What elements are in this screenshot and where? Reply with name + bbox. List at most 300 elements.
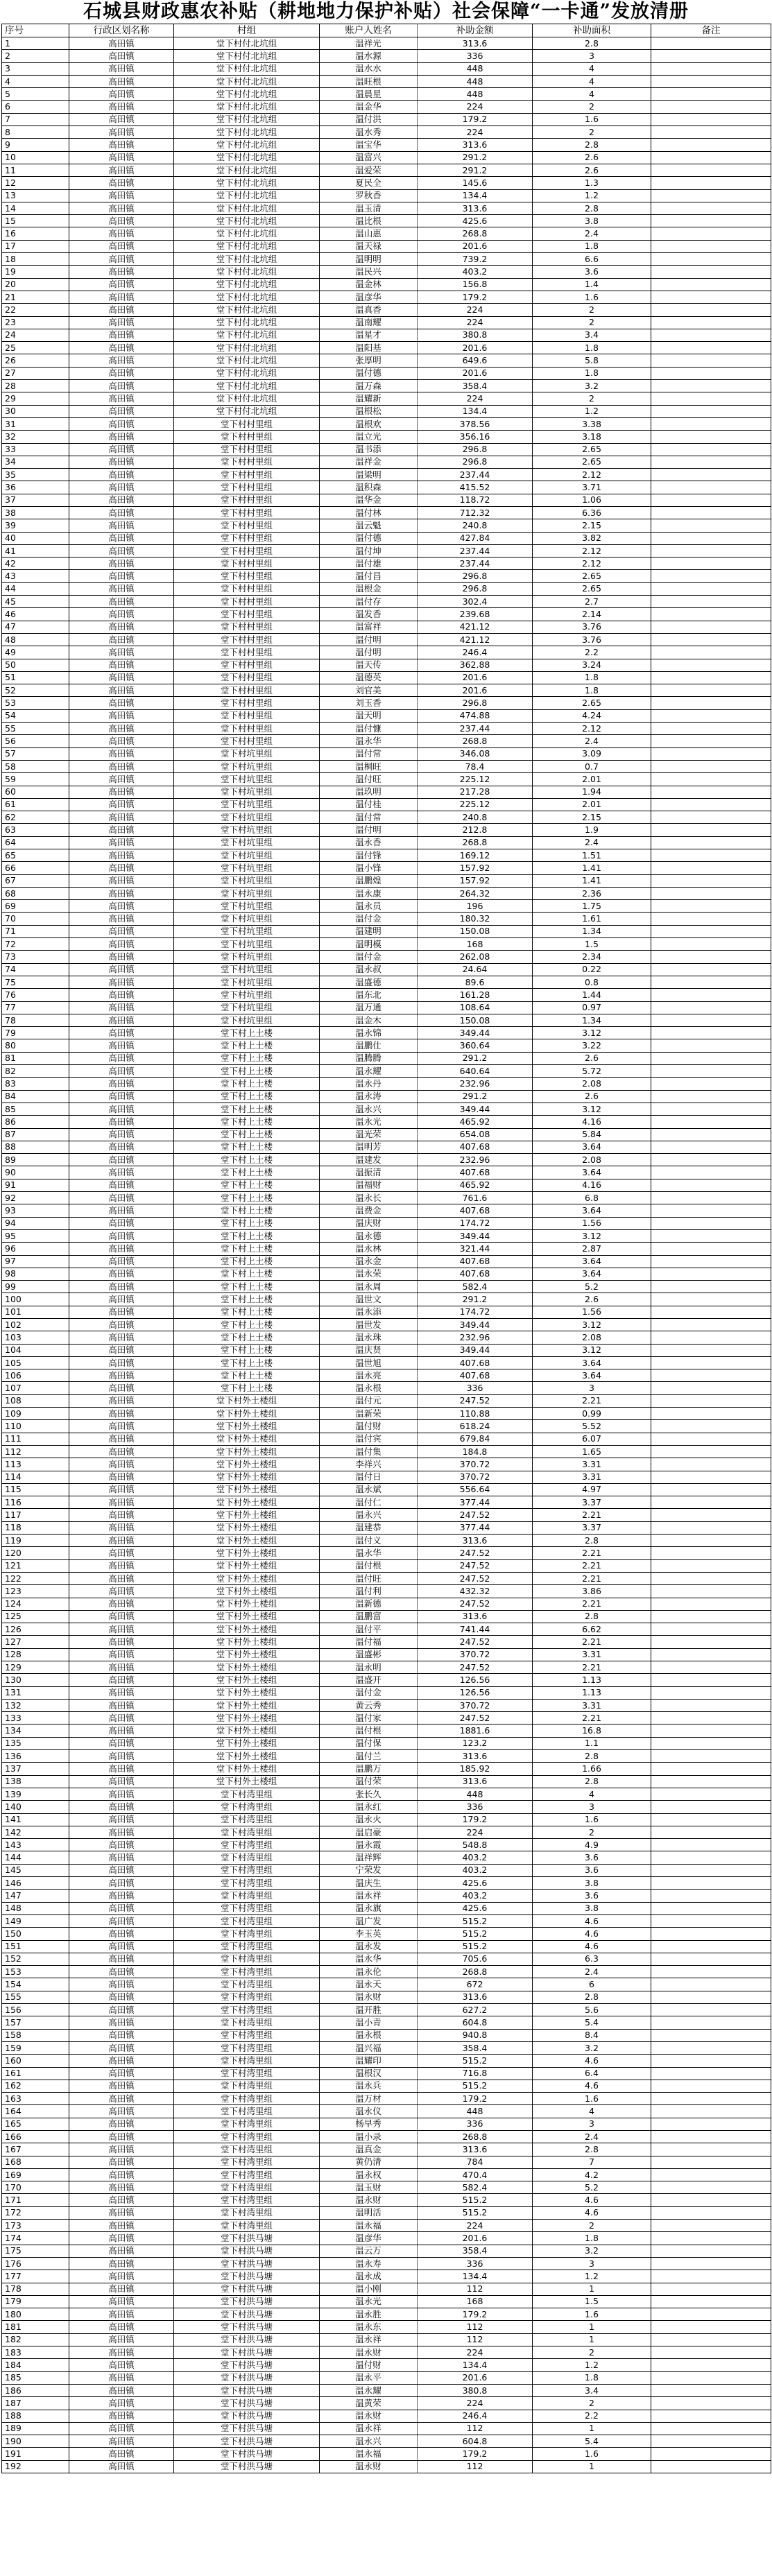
cell-col-amount[interactable]: 640.64	[418, 1065, 533, 1078]
cell-col-note[interactable]	[651, 1509, 771, 1521]
cell-col-note[interactable]	[651, 1217, 771, 1229]
table-row[interactable]	[2, 1864, 771, 1876]
cell-col-note[interactable]	[651, 253, 771, 266]
table-row[interactable]	[2, 278, 771, 291]
table-row[interactable]	[2, 2410, 771, 2422]
cell-col-note[interactable]	[651, 1610, 771, 1623]
cell-col-region[interactable]: 高田镇	[69, 2245, 174, 2257]
table-row[interactable]	[2, 1192, 771, 1204]
cell-col-area[interactable]: 4.2	[533, 2168, 651, 2181]
table-row[interactable]	[2, 1154, 771, 1166]
cell-col-index[interactable]: 142	[2, 1826, 69, 1838]
cell-col-note[interactable]	[651, 1521, 771, 1534]
cell-col-account-name[interactable]: 宁荣发	[320, 1864, 418, 1876]
table-row[interactable]	[2, 1585, 771, 1598]
cell-col-area[interactable]: 2.65	[533, 582, 651, 595]
table-row[interactable]	[2, 1001, 771, 1014]
cell-col-amount[interactable]: 296.8	[418, 697, 533, 709]
table-row[interactable]	[2, 2245, 771, 2257]
cell-col-amount[interactable]: 421.12	[418, 621, 533, 633]
cell-col-area[interactable]: 8.4	[533, 2029, 651, 2041]
table-row[interactable]	[2, 1610, 771, 1623]
cell-col-area[interactable]: 2.8	[533, 1610, 651, 1623]
table-row[interactable]	[2, 2422, 771, 2435]
cell-col-index[interactable]: 187	[2, 2397, 69, 2410]
cell-col-village-group[interactable]: 堂下村付北坑组	[174, 405, 320, 417]
cell-col-area[interactable]: 4.6	[533, 2206, 651, 2219]
cell-col-area[interactable]: 2.4	[533, 227, 651, 240]
cell-col-index[interactable]: 188	[2, 2410, 69, 2422]
cell-col-index[interactable]: 170	[2, 2181, 69, 2194]
cell-col-index[interactable]: 129	[2, 1661, 69, 1674]
cell-col-index[interactable]: 5	[2, 88, 69, 101]
cell-col-amount[interactable]: 313.6	[418, 1610, 533, 1623]
cell-col-account-name[interactable]: 温付财	[320, 2359, 418, 2371]
cell-col-account-name[interactable]: 温付平	[320, 1623, 418, 1636]
cell-col-note[interactable]	[651, 443, 771, 456]
cell-col-amount[interactable]: 377.44	[418, 1521, 533, 1534]
table-row[interactable]	[2, 646, 771, 659]
cell-col-region[interactable]: 高田镇	[69, 862, 174, 874]
cell-col-village-group[interactable]: 堂下村上土楼	[174, 1052, 320, 1064]
cell-col-village-group[interactable]: 堂下村付北坑组	[174, 354, 320, 367]
cell-col-amount[interactable]: 185.92	[418, 1763, 533, 1775]
cell-col-note[interactable]	[651, 2333, 771, 2346]
cell-col-index[interactable]: 191	[2, 2448, 69, 2460]
cell-col-account-name[interactable]: 温永华	[320, 1953, 418, 1965]
cell-col-area[interactable]: 6.3	[533, 1953, 651, 1965]
cell-col-account-name[interactable]: 温付林	[320, 506, 418, 519]
cell-col-village-group[interactable]: 堂下村外土楼组	[174, 1724, 320, 1737]
cell-col-account-name[interactable]: 温明芳	[320, 1141, 418, 1153]
cell-col-region[interactable]: 高田镇	[69, 1458, 174, 1471]
table-row[interactable]	[2, 1813, 771, 1826]
cell-col-index[interactable]: 178	[2, 2283, 69, 2295]
table-row[interactable]	[2, 456, 771, 468]
cell-col-note[interactable]	[651, 2410, 771, 2422]
cell-col-area[interactable]: 3.31	[533, 1648, 651, 1661]
cell-col-region[interactable]: 高田镇	[69, 1116, 174, 1128]
cell-col-region[interactable]: 高田镇	[69, 37, 174, 50]
table-row[interactable]	[2, 938, 771, 951]
cell-col-area[interactable]: 2.7	[533, 596, 651, 608]
cell-col-note[interactable]	[651, 2118, 771, 2130]
cell-col-index[interactable]: 64	[2, 836, 69, 849]
cell-col-note[interactable]	[651, 304, 771, 316]
cell-col-note[interactable]	[651, 1408, 771, 1420]
table-row[interactable]	[2, 316, 771, 329]
cell-col-amount[interactable]: 604.8	[418, 2435, 533, 2448]
cell-col-index[interactable]: 149	[2, 1914, 69, 1927]
cell-col-amount[interactable]: 179.2	[418, 2448, 533, 2460]
cell-col-note[interactable]	[651, 1890, 771, 1902]
cell-col-area[interactable]: 6	[533, 1978, 651, 1991]
cell-col-area[interactable]: 0.22	[533, 963, 651, 976]
cell-col-village-group[interactable]: 堂下村上土楼	[174, 1243, 320, 1255]
cell-col-account-name[interactable]: 温永金	[320, 1255, 418, 1268]
cell-col-area[interactable]: 4.16	[533, 1179, 651, 1191]
cell-col-account-name[interactable]: 温新德	[320, 1598, 418, 1610]
cell-col-region[interactable]: 高田镇	[69, 2321, 174, 2333]
cell-col-village-group[interactable]: 堂下村上土楼	[174, 1217, 320, 1229]
cell-col-area[interactable]: 2.01	[533, 773, 651, 786]
cell-col-index[interactable]: 38	[2, 506, 69, 519]
cell-col-index[interactable]: 104	[2, 1344, 69, 1356]
cell-col-area[interactable]: 1.41	[533, 874, 651, 887]
cell-col-village-group[interactable]: 堂下村湾里组	[174, 1788, 320, 1800]
cell-col-area[interactable]: 1.8	[533, 367, 651, 379]
table-row[interactable]	[2, 417, 771, 430]
cell-col-village-group[interactable]: 堂下村上土楼	[174, 1318, 320, 1331]
cell-col-village-group[interactable]: 堂下村村里组	[174, 621, 320, 633]
cell-col-index[interactable]: 47	[2, 621, 69, 633]
cell-col-account-name[interactable]: 温永财	[320, 2346, 418, 2359]
table-row[interactable]	[2, 773, 771, 786]
cell-col-index[interactable]: 153	[2, 1966, 69, 1978]
cell-col-note[interactable]	[651, 456, 771, 468]
cell-col-amount[interactable]: 150.08	[418, 925, 533, 937]
cell-col-index[interactable]: 141	[2, 1813, 69, 1826]
cell-col-amount[interactable]: 313.6	[418, 2143, 533, 2156]
cell-col-region[interactable]: 高田镇	[69, 481, 174, 494]
cell-col-account-name[interactable]: 温永祥	[320, 2422, 418, 2435]
cell-col-account-name[interactable]: 温山惠	[320, 227, 418, 240]
cell-col-account-name[interactable]: 温付集	[320, 1445, 418, 1458]
cell-col-amount[interactable]: 296.8	[418, 582, 533, 595]
cell-col-village-group[interactable]: 堂下村湾里组	[174, 2206, 320, 2219]
cell-col-region[interactable]: 高田镇	[69, 1369, 174, 1382]
cell-col-account-name[interactable]: 温永叔	[320, 963, 418, 976]
cell-col-note[interactable]	[651, 1166, 771, 1179]
cell-col-note[interactable]	[651, 1648, 771, 1661]
cell-col-amount[interactable]: 161.28	[418, 989, 533, 1001]
cell-col-index[interactable]: 92	[2, 1192, 69, 1204]
cell-col-village-group[interactable]: 堂下村上土楼	[174, 1027, 320, 1039]
cell-col-note[interactable]	[651, 646, 771, 659]
cell-col-area[interactable]: 2.15	[533, 519, 651, 532]
header-col-area[interactable]: 补助面积	[533, 24, 651, 37]
cell-col-village-group[interactable]: 堂下村外土楼组	[174, 1763, 320, 1775]
cell-col-area[interactable]: 5.2	[533, 2181, 651, 2194]
table-row[interactable]	[2, 253, 771, 266]
cell-col-account-name[interactable]: 温永财	[320, 2410, 418, 2422]
cell-col-note[interactable]	[651, 2206, 771, 2219]
cell-col-village-group[interactable]: 堂下村村里组	[174, 596, 320, 608]
cell-col-note[interactable]	[651, 1763, 771, 1775]
cell-col-note[interactable]	[651, 1572, 771, 1584]
cell-col-region[interactable]: 高田镇	[69, 1535, 174, 1547]
cell-col-index[interactable]: 127	[2, 1636, 69, 1648]
cell-col-note[interactable]	[651, 1445, 771, 1458]
cell-col-account-name[interactable]: 温庆生	[320, 1877, 418, 1890]
table-row[interactable]	[2, 2206, 771, 2219]
cell-col-index[interactable]: 156	[2, 2004, 69, 2016]
cell-col-account-name[interactable]: 温付福	[320, 1636, 418, 1648]
cell-col-account-name[interactable]: 杨早秀	[320, 2118, 418, 2130]
cell-col-index[interactable]: 137	[2, 1763, 69, 1775]
cell-col-account-name[interactable]: 黄仍清	[320, 2156, 418, 2168]
cell-col-region[interactable]: 高田镇	[69, 50, 174, 62]
cell-col-index[interactable]: 63	[2, 824, 69, 836]
cell-col-account-name[interactable]: 温阳基	[320, 342, 418, 354]
table-row[interactable]	[2, 1559, 771, 1572]
cell-col-note[interactable]	[651, 557, 771, 570]
cell-col-account-name[interactable]: 温永伦	[320, 1966, 418, 1978]
cell-col-note[interactable]	[651, 1712, 771, 1724]
cell-col-amount[interactable]: 313.6	[418, 139, 533, 151]
table-row[interactable]	[2, 1763, 771, 1775]
cell-col-index[interactable]: 11	[2, 164, 69, 176]
cell-col-region[interactable]: 高田镇	[69, 1052, 174, 1064]
cell-col-account-name[interactable]: 温玉财	[320, 2181, 418, 2194]
cell-col-amount[interactable]: 407.68	[418, 1141, 533, 1153]
cell-col-account-name[interactable]: 温德英	[320, 671, 418, 684]
cell-col-account-name[interactable]: 温付旺	[320, 1572, 418, 1584]
cell-col-amount[interactable]: 291.2	[418, 1090, 533, 1103]
cell-col-area[interactable]: 1.8	[533, 684, 651, 697]
cell-col-area[interactable]: 2.65	[533, 443, 651, 456]
cell-col-account-name[interactable]: 温付坤	[320, 544, 418, 557]
cell-col-note[interactable]	[651, 900, 771, 913]
cell-col-account-name[interactable]: 温启豪	[320, 1826, 418, 1838]
cell-col-region[interactable]: 高田镇	[69, 1902, 174, 1914]
cell-col-amount[interactable]: 224	[418, 392, 533, 405]
cell-col-index[interactable]: 93	[2, 1204, 69, 1217]
table-row[interactable]	[2, 862, 771, 874]
cell-col-region[interactable]: 高田镇	[69, 2283, 174, 2295]
cell-col-account-name[interactable]: 罗秋香	[320, 189, 418, 202]
cell-col-area[interactable]: 1.56	[533, 1306, 651, 1318]
cell-col-note[interactable]	[651, 1103, 771, 1115]
table-row[interactable]	[2, 849, 771, 862]
cell-col-region[interactable]: 高田镇	[69, 1775, 174, 1788]
cell-col-account-name[interactable]: 温根汉	[320, 2067, 418, 2080]
cell-col-area[interactable]: 1.5	[533, 2295, 651, 2308]
table-row[interactable]	[2, 101, 771, 113]
cell-col-village-group[interactable]: 堂下村村里组	[174, 659, 320, 671]
cell-col-area[interactable]: 1.75	[533, 900, 651, 913]
table-row[interactable]	[2, 1039, 771, 1052]
cell-col-account-name[interactable]: 温爱荣	[320, 164, 418, 176]
cell-col-amount[interactable]: 224	[418, 304, 533, 316]
cell-col-area[interactable]: 1.8	[533, 2232, 651, 2245]
cell-col-account-name[interactable]: 温付荣	[320, 1775, 418, 1788]
cell-col-account-name[interactable]: 温旺根	[320, 75, 418, 87]
cell-col-account-name[interactable]: 温费金	[320, 1204, 418, 1217]
cell-col-note[interactable]	[651, 2245, 771, 2257]
cell-col-note[interactable]	[651, 913, 771, 925]
cell-col-note[interactable]	[651, 2029, 771, 2041]
cell-col-village-group[interactable]: 堂下村上土楼	[174, 1192, 320, 1204]
cell-col-village-group[interactable]: 堂下村外土楼组	[174, 1623, 320, 1636]
table-row[interactable]	[2, 62, 771, 75]
cell-col-region[interactable]: 高田镇	[69, 951, 174, 963]
cell-col-note[interactable]	[651, 1788, 771, 1800]
cell-col-note[interactable]	[651, 1775, 771, 1788]
cell-col-index[interactable]: 29	[2, 392, 69, 405]
cell-col-area[interactable]: 3.4	[533, 329, 651, 341]
table-row[interactable]	[2, 1433, 771, 1445]
cell-col-account-name[interactable]: 温永东	[320, 2321, 418, 2333]
cell-col-village-group[interactable]: 堂下村湾里组	[174, 1877, 320, 1890]
cell-col-amount[interactable]: 515.2	[418, 1928, 533, 1940]
cell-col-index[interactable]: 50	[2, 659, 69, 671]
cell-col-amount[interactable]: 201.6	[418, 671, 533, 684]
cell-col-amount[interactable]: 313.6	[418, 1750, 533, 1763]
cell-col-index[interactable]: 61	[2, 798, 69, 811]
cell-col-region[interactable]: 高田镇	[69, 2181, 174, 2194]
cell-col-account-name[interactable]: 温付明	[320, 824, 418, 836]
cell-col-note[interactable]	[651, 431, 771, 443]
cell-col-region[interactable]: 高田镇	[69, 1521, 174, 1534]
cell-col-note[interactable]	[651, 392, 771, 405]
cell-col-account-name[interactable]: 温华金	[320, 494, 418, 506]
cell-col-area[interactable]: 3.12	[533, 1229, 651, 1242]
cell-col-account-name[interactable]: 温永兴	[320, 2435, 418, 2448]
cell-col-village-group[interactable]: 堂下村洪马塘	[174, 2359, 320, 2371]
cell-col-region[interactable]: 高田镇	[69, 1268, 174, 1280]
cell-col-village-group[interactable]: 堂下村湾里组	[174, 1940, 320, 1953]
cell-col-region[interactable]: 高田镇	[69, 887, 174, 899]
cell-col-area[interactable]: 1.5	[533, 938, 651, 951]
cell-col-account-name[interactable]: 温民兴	[320, 266, 418, 278]
cell-col-index[interactable]: 40	[2, 532, 69, 544]
cell-col-region[interactable]: 高田镇	[69, 1382, 174, 1394]
cell-col-amount[interactable]: 627.2	[418, 2004, 533, 2016]
cell-col-account-name[interactable]: 温永耀	[320, 1065, 418, 1078]
cell-col-region[interactable]: 高田镇	[69, 1331, 174, 1344]
cell-col-note[interactable]	[651, 989, 771, 1001]
cell-col-region[interactable]: 高田镇	[69, 773, 174, 786]
cell-col-area[interactable]: 2	[533, 2220, 651, 2232]
cell-col-area[interactable]: 3.18	[533, 431, 651, 443]
cell-col-account-name[interactable]: 温盛德	[320, 976, 418, 988]
cell-col-amount[interactable]: 407.68	[418, 1166, 533, 1179]
cell-col-amount[interactable]: 362.88	[418, 659, 533, 671]
cell-col-amount[interactable]: 201.6	[418, 2371, 533, 2384]
cell-col-area[interactable]: 4.6	[533, 2055, 651, 2067]
cell-col-amount[interactable]: 403.2	[418, 266, 533, 278]
cell-col-village-group[interactable]: 堂下村外土楼组	[174, 1559, 320, 1572]
cell-col-note[interactable]	[651, 2105, 771, 2118]
cell-col-note[interactable]	[651, 215, 771, 227]
cell-col-region[interactable]: 高田镇	[69, 2041, 174, 2054]
cell-col-village-group[interactable]: 堂下村坑里组	[174, 747, 320, 760]
cell-col-amount[interactable]: 224	[418, 126, 533, 139]
cell-col-note[interactable]	[651, 329, 771, 341]
cell-col-index[interactable]: 31	[2, 417, 69, 430]
cell-col-index[interactable]: 189	[2, 2422, 69, 2435]
cell-col-index[interactable]: 34	[2, 456, 69, 468]
cell-col-amount[interactable]: 174.72	[418, 1306, 533, 1318]
cell-col-village-group[interactable]: 堂下村付北坑组	[174, 215, 320, 227]
cell-col-village-group[interactable]: 堂下村湾里组	[174, 1890, 320, 1902]
cell-col-village-group[interactable]: 堂下村外土楼组	[174, 1445, 320, 1458]
cell-col-area[interactable]: 3.64	[533, 1204, 651, 1217]
cell-col-area[interactable]: 3.64	[533, 1255, 651, 1268]
cell-col-area[interactable]: 2.21	[533, 1547, 651, 1559]
cell-col-village-group[interactable]: 堂下村湾里组	[174, 1839, 320, 1851]
cell-col-account-name[interactable]: 温耀印	[320, 2055, 418, 2067]
cell-col-village-group[interactable]: 堂下村付北坑组	[174, 151, 320, 164]
cell-col-index[interactable]: 183	[2, 2346, 69, 2359]
cell-col-region[interactable]: 高田镇	[69, 1255, 174, 1268]
cell-col-village-group[interactable]: 堂下村付北坑组	[174, 291, 320, 303]
cell-col-amount[interactable]: 649.6	[418, 354, 533, 367]
cell-col-region[interactable]: 高田镇	[69, 1243, 174, 1255]
cell-col-note[interactable]	[651, 2080, 771, 2092]
cell-col-village-group[interactable]: 堂下村坑里组	[174, 760, 320, 772]
cell-col-area[interactable]: 1.2	[533, 189, 651, 202]
cell-col-area[interactable]: 1	[533, 2333, 651, 2346]
cell-col-amount[interactable]: 425.6	[418, 215, 533, 227]
cell-col-index[interactable]: 68	[2, 887, 69, 899]
cell-col-area[interactable]: 2.2	[533, 2410, 651, 2422]
cell-col-index[interactable]: 74	[2, 963, 69, 976]
cell-col-region[interactable]: 高田镇	[69, 963, 174, 976]
cell-col-index[interactable]: 147	[2, 1890, 69, 1902]
table-row[interactable]	[2, 202, 771, 214]
cell-col-amount[interactable]: 118.72	[418, 494, 533, 506]
cell-col-index[interactable]: 46	[2, 608, 69, 621]
cell-col-note[interactable]	[651, 1331, 771, 1344]
cell-col-region[interactable]: 高田镇	[69, 1547, 174, 1559]
table-row[interactable]	[2, 2448, 771, 2460]
cell-col-account-name[interactable]: 温付保	[320, 1737, 418, 1749]
table-row[interactable]	[2, 1014, 771, 1026]
cell-col-index[interactable]: 23	[2, 316, 69, 329]
cell-col-area[interactable]: 3.64	[533, 1356, 651, 1369]
cell-col-account-name[interactable]: 温彦华	[320, 2232, 418, 2245]
cell-col-village-group[interactable]: 堂下村坑里组	[174, 976, 320, 988]
table-row[interactable]	[2, 1483, 771, 1496]
cell-col-note[interactable]	[651, 1953, 771, 1965]
table-row[interactable]	[2, 2080, 771, 2092]
cell-col-note[interactable]	[651, 925, 771, 937]
cell-col-index[interactable]: 180	[2, 2308, 69, 2321]
cell-col-village-group[interactable]: 堂下村外土楼组	[174, 1674, 320, 1686]
cell-col-region[interactable]: 高田镇	[69, 88, 174, 101]
cell-col-region[interactable]: 高田镇	[69, 709, 174, 722]
cell-col-amount[interactable]: 407.68	[418, 1204, 533, 1217]
table-row[interactable]	[2, 1737, 771, 1749]
cell-col-area[interactable]: 3.09	[533, 747, 651, 760]
cell-col-index[interactable]: 118	[2, 1521, 69, 1534]
cell-col-amount[interactable]: 247.52	[418, 1547, 533, 1559]
cell-col-note[interactable]	[651, 1420, 771, 1433]
table-row[interactable]	[2, 1902, 771, 1914]
cell-col-index[interactable]: 126	[2, 1623, 69, 1636]
cell-col-note[interactable]	[651, 1851, 771, 1864]
table-row[interactable]	[2, 1724, 771, 1737]
cell-col-index[interactable]: 88	[2, 1141, 69, 1153]
cell-col-account-name[interactable]: 温小录	[320, 2130, 418, 2143]
cell-col-index[interactable]: 58	[2, 760, 69, 772]
cell-col-village-group[interactable]: 堂下村湾里组	[174, 1801, 320, 1813]
cell-col-region[interactable]: 高田镇	[69, 1281, 174, 1293]
cell-col-note[interactable]	[651, 2181, 771, 2194]
cell-col-note[interactable]	[651, 2093, 771, 2105]
cell-col-account-name[interactable]: 温付金	[320, 1686, 418, 1699]
cell-col-note[interactable]	[651, 544, 771, 557]
cell-col-index[interactable]: 76	[2, 989, 69, 1001]
cell-col-region[interactable]: 高田镇	[69, 2194, 174, 2206]
cell-col-amount[interactable]: 784	[418, 2156, 533, 2168]
cell-col-village-group[interactable]: 堂下村坑里组	[174, 862, 320, 874]
cell-col-amount[interactable]: 145.6	[418, 177, 533, 189]
cell-col-account-name[interactable]: 温积森	[320, 481, 418, 494]
cell-col-amount[interactable]: 370.72	[418, 1458, 533, 1471]
